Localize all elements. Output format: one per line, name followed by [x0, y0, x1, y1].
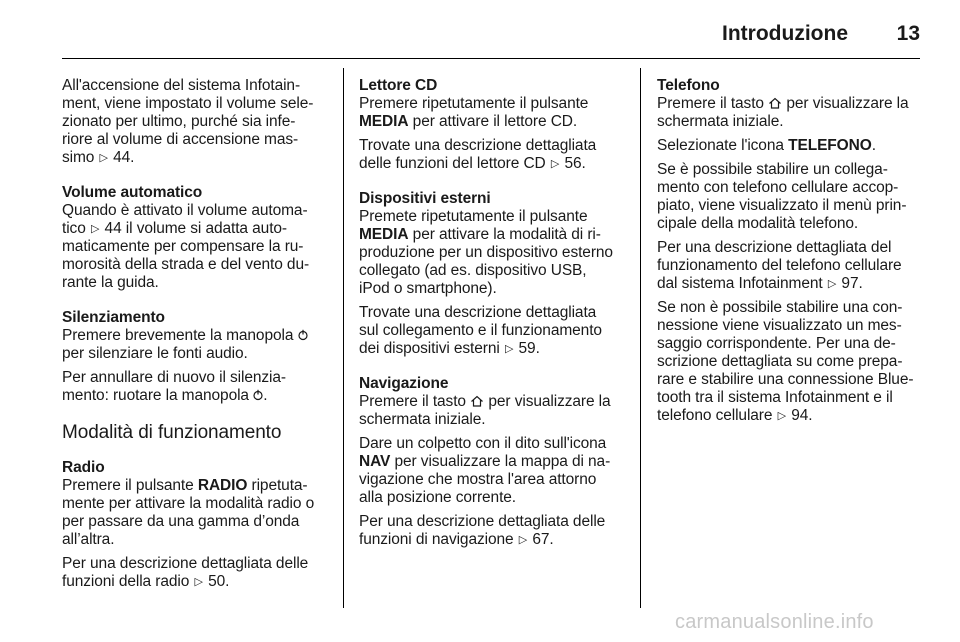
- radio-section: Radio Premere il pulsante RADIO ripetuta- mente per attivare la modalità radio o per passare da una gamma d’onda all’altra. Per una descrizione dettagliata delle funzioni della radio ▷ 50.: [62, 459, 324, 591]
- cd-player-section: Lettore CD Premere ripetutamente il pulsante MEDIA per attivare il lettore CD. Trovate una descrizione dettagliata delle funzioni del lettore CD ▷ 56.: [359, 77, 621, 173]
- subheading: Radio: [62, 459, 105, 476]
- home-button-icon: [470, 395, 484, 407]
- column-3: [657, 77, 919, 431]
- home-button-icon: [768, 97, 782, 109]
- cross-reference-arrow-icon: ▷: [194, 576, 203, 588]
- subheading: Volume automatico: [62, 184, 203, 201]
- page-ref[interactable]: 50.: [208, 573, 230, 590]
- page-ref[interactable]: 97.: [841, 275, 863, 292]
- phone-section: Telefono Premere il tasto per visualizzare la schermata iniziale. Selezionate l'icona TELEFONO. Se è possibile stabilire un collega- mento con telefono cellulare accop- piato, viene visualizzato il menù prin- cipale della modalità telefono. Per una descrizione dettagliata del funzionamento del telefono cellulare dal sistema Infotainment ▷ 97. Se non è possibile stabilire una con- nessione viene visualizzato un mes- saggio corrispondente. Per una de- scrizione dettagliata su come prepa- rare e stabilire una connessione Blue- tooth tra il sistema Infotainment e il telefono cellulare ▷ 94.: [657, 77, 919, 425]
- telefono-icon-label: TELEFONO: [788, 137, 872, 154]
- watermark: carmanualsonline.info: [675, 611, 874, 633]
- page-ref[interactable]: 56.: [564, 155, 586, 172]
- page-ref[interactable]: 44.: [113, 149, 135, 166]
- power-knob-icon: [253, 389, 263, 401]
- auto-volume-section: Volume automatico Quando è attivato il volume automa- tico ▷ 44 il volume si adatta auto- maticamente per compensare la ru- morosità della strada e del vento du- rante la guida.: [62, 184, 324, 292]
- column-divider: [640, 68, 641, 608]
- cross-reference-arrow-icon: ▷: [518, 534, 528, 546]
- cross-reference-arrow-icon: ▷: [827, 278, 837, 290]
- subheading: Telefono: [657, 77, 720, 94]
- radio-button-label: RADIO: [197, 477, 248, 494]
- cross-reference-arrow-icon: ▷: [99, 152, 108, 164]
- subheading: Dispositivi esterni: [359, 190, 491, 207]
- page-ref[interactable]: 59.: [518, 340, 540, 357]
- page-ref[interactable]: 94.: [791, 407, 813, 424]
- subheading: Navigazione: [359, 375, 449, 392]
- cross-reference-arrow-icon: ▷: [90, 223, 100, 235]
- subheading: Lettore CD: [359, 77, 438, 94]
- power-knob-icon: [298, 329, 308, 341]
- page-title: Introduzione: [722, 22, 848, 45]
- cross-reference-arrow-icon: ▷: [550, 158, 560, 170]
- page-ref[interactable]: 67.: [532, 531, 554, 548]
- column-divider: [343, 68, 344, 608]
- section-heading: Modalità di funzionamento: [62, 422, 282, 443]
- external-devices-section: Dispositivi esterni Premete ripetutamente il pulsante MEDIA per attivare la modalità di ri- produzione per un dispositivo esterno collegato (ad es. dispositivo USB, iPod o smartphone). Trovate una descrizione dettagliata sul collegamento e il funzionamento dei dispositivi esterni ▷ 59.: [359, 190, 621, 358]
- column-2: [359, 77, 621, 555]
- media-button-label: MEDIA: [359, 226, 409, 243]
- page-number: 13: [896, 22, 920, 45]
- mute-section: Silenziamento Premere brevemente la manopola per silenziare le fonti audio. Per annullare di nuovo il silenzia- mento: ruotare la manopola .: [62, 309, 324, 405]
- cross-reference-arrow-icon: ▷: [777, 410, 786, 422]
- cross-reference-arrow-icon: ▷: [504, 343, 514, 355]
- subheading: Silenziamento: [62, 309, 165, 326]
- nav-icon-label: NAV: [359, 453, 391, 470]
- column-1: [62, 77, 324, 597]
- intro-paragraph: All'accensione del sistema Infotain- ment, viene impostato il volume sele- zionato per ultimo, purché sia infe- riore al volume di accensione mas- simo ▷ 44.: [62, 77, 314, 166]
- navigation-section: Navigazione Premere il tasto per visualizzare la schermata iniziale. Dare un colpetto con il dito sull'icona NAV per visualizzare la mappa di na- vigazione che mostra l'area attorno alla posizione corrente. Per una descrizione dettagliata delle funzioni di navigazione ▷ 67.: [359, 375, 621, 549]
- media-button-label: MEDIA: [359, 113, 409, 130]
- page-header: [62, 14, 920, 59]
